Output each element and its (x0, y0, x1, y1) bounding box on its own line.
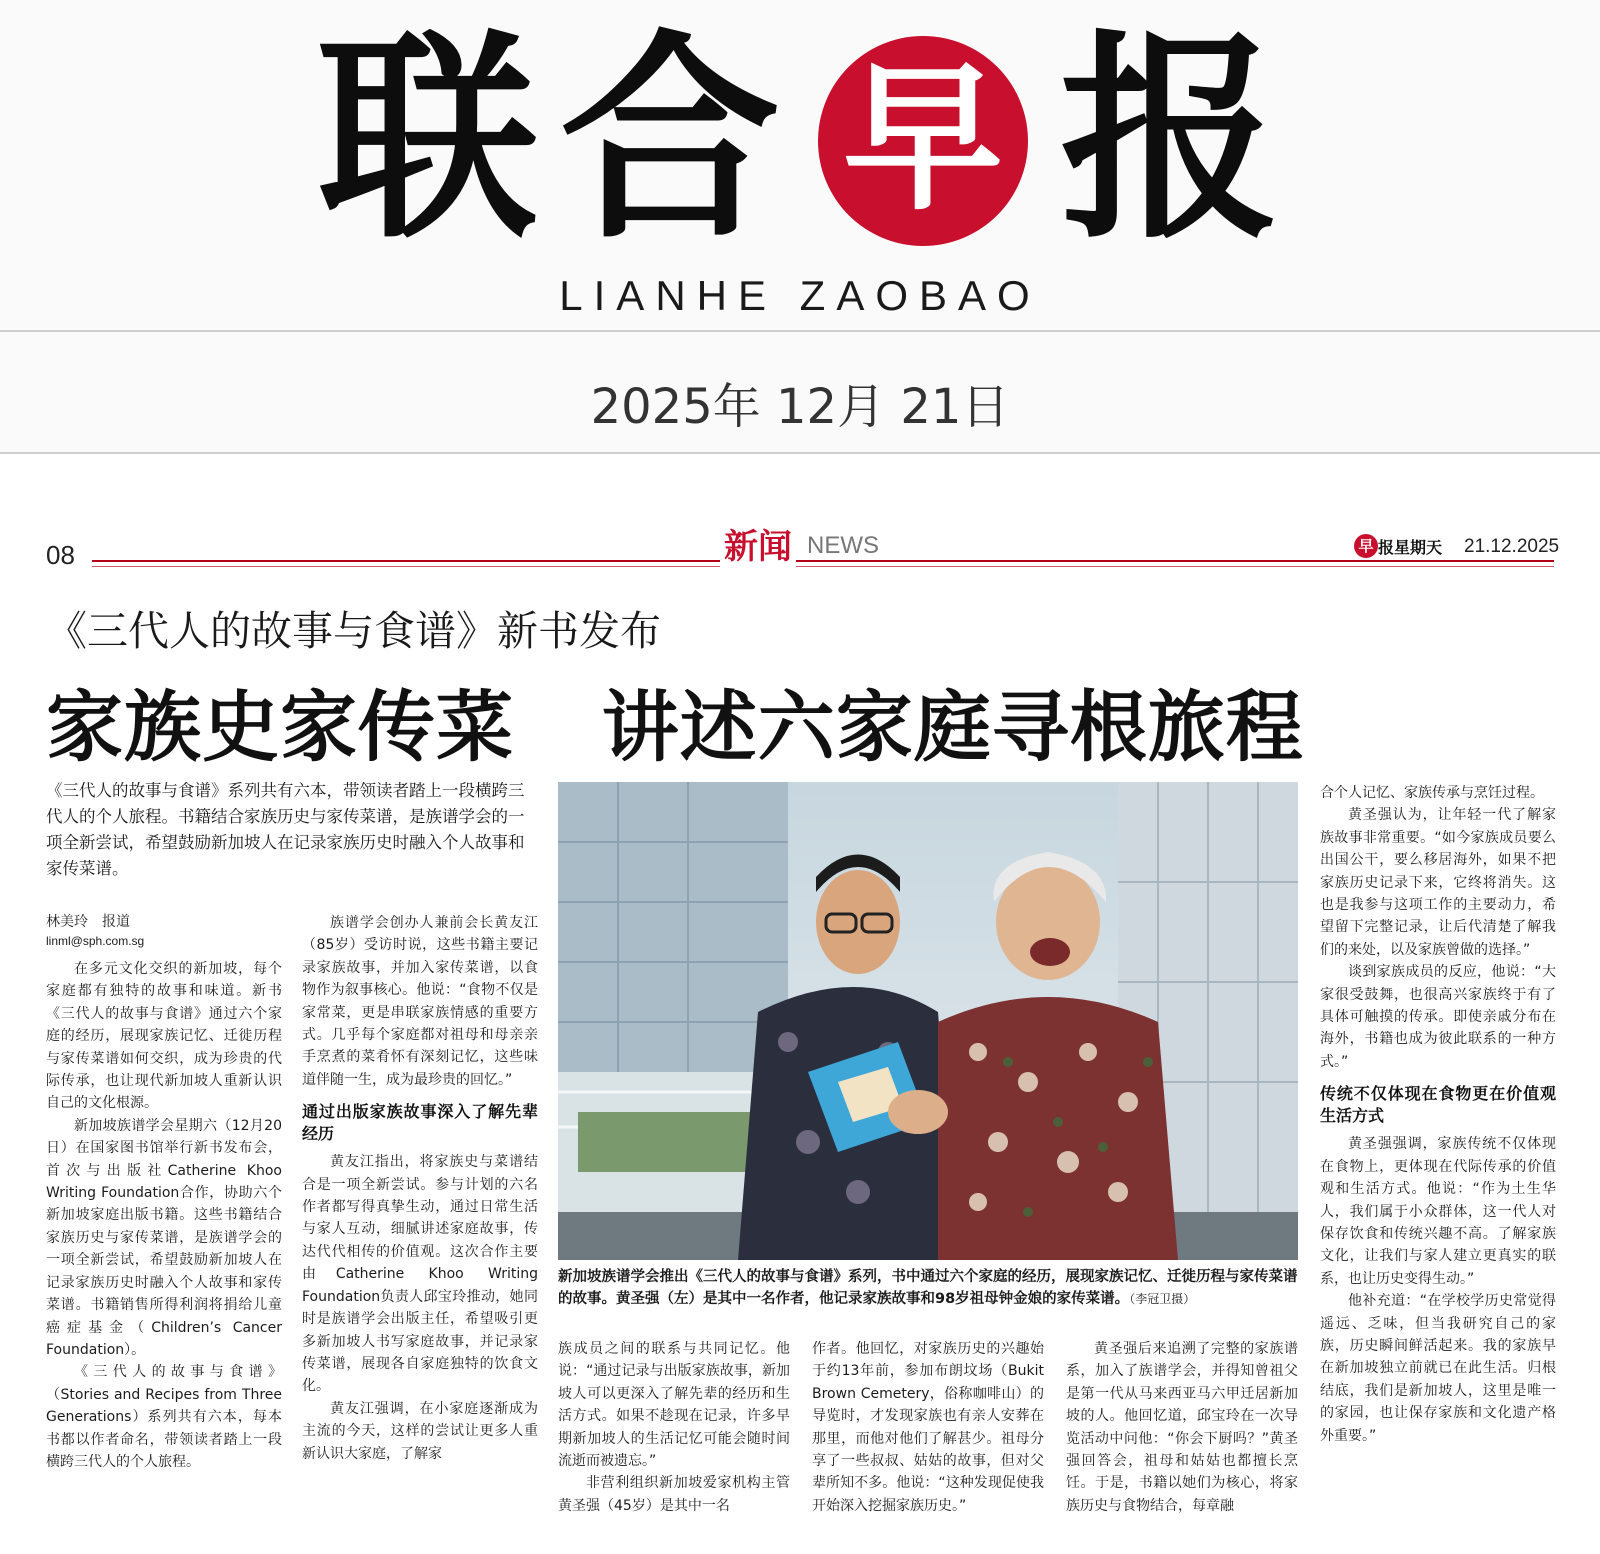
article-lead: 《三代人的故事与食谱》系列共有六本，带领读者踏上一段横跨三代人的个人旅程。书籍结合家族历史与家传菜谱，是族谱学会的一项全新尝试，希望鼓励新加坡人在记录家族历史时融入个人故事和家传菜谱。 (46, 781, 525, 878)
brand-text: 报星期天 (1378, 537, 1443, 557)
text-column-5 (1066, 1338, 1298, 1517)
photo-illustration (558, 782, 1298, 1260)
section-title-english: NEWS (807, 532, 885, 560)
paragraph: 谈到家族成员的反应，他说：“大家很受鼓舞，也很高兴家族终于有了具体可触摸的传承。即使亲戚分布在海外，书籍也成为彼此联系的一种方式。” (1320, 964, 1556, 1070)
paragraph: 族谱学会创办人兼前会长黄友江（85岁）受访时说，这些书籍主要记录家族故事，并加入家传菜谱，以食物作为叙事核心。他说：“食物不仅是家常菜，更是串联家族情感的重要方式。几乎每个家庭都对祖母和母亲亲手烹煮的菜肴怀有深刻记忆，这些味道伴随一生，成为最珍贵的回忆。” (302, 915, 538, 1088)
paragraph: 合个人记忆、家族传承与烹饪过程。 (1320, 785, 1544, 801)
paragraph: 族成员之间的联系与共同记忆。他说：“通过记录与出版家族故事，新加坡人可以更深入了解先辈的经历和生活方式。如果不趁现在记录，许多早期新加坡人的生活记忆可能会随时间流逝而被遗忘。” (558, 1341, 790, 1470)
masthead-char: 合 (560, 9, 781, 268)
brand-mark (1350, 534, 1442, 560)
masthead-char: 联 (318, 9, 539, 268)
paragraph: 《三代人的故事与食谱》（Stories and Recipes from Three Generations）系列共有六本，每本书都以作者命名，带领读者踏上一段横跨三代人的个人旅程。 (46, 1364, 282, 1470)
byline: 林美玲 报道 (46, 914, 130, 930)
subheading: 通过出版家族故事深入了解先辈经历 (302, 1102, 538, 1144)
article-kicker: 《三代人的故事与食谱》新书发布 (46, 607, 661, 655)
divider (0, 452, 1600, 454)
page-number: 08 (46, 540, 75, 570)
masthead-char: 报 (1060, 9, 1281, 268)
text-column-2 (302, 912, 538, 1465)
text-column-4 (812, 1338, 1044, 1517)
paragraph: 黄友江指出，将家族史与菜谱结合是一项全新尝试。参与计划的六名作者都写得真挚生动，通过日常生活与家人互动，细腻讲述家庭故事，传达代代相传的价值观。这次合作主要由Catherine Khoo Writing Foundation负责人邱宝玲推动，她同时是族谱学会出版主任，希望吸引更多新加坡人书写家庭故事，并记录家传菜谱，展现各自家庭独特的饮食文化。 (302, 1154, 538, 1395)
paragraph: 在多元文化交织的新加坡，每个家庭都有独特的故事和味道。新书《三代人的故事与食谱》通过六个家庭的经历，展现家族记忆、迁徙历程与家传菜谱如何交织，成为珍贵的代际传承，也让现代新加坡人重新认识自己的文化根源。 (46, 961, 282, 1112)
header-rule (92, 560, 1554, 562)
header-rule (92, 566, 1554, 567)
brand-seal: 早 (1354, 534, 1378, 558)
paragraph: 黄友江强调，在小家庭逐渐成为主流的今天，这样的尝试让更多人重新认识大家庭，了解家 (302, 1400, 538, 1462)
photo-credit: （李冠卫摄） (1129, 1292, 1196, 1306)
photo-caption (558, 1266, 1298, 1310)
publication-date: 2025年 12月 21日 (590, 379, 1010, 435)
masthead-english: LIANHE ZAOBAO (559, 272, 1041, 319)
paragraph: 非营利组织新加坡爱家机构主管黄圣强（45岁）是其中一名 (558, 1475, 790, 1514)
paragraph: 黄圣强认为，让年轻一代了解家族故事非常重要。“如今家族成员要么出国公干，要么移居海外，如果不把家族历史记录下来，它终将消失。这也是我参与这项工作的主要动力，希望留下完整记录，让后代清楚了解我们的来处，以及家族曾做的选择。” (1320, 807, 1556, 958)
paragraph: 新加坡族谱学会星期六（12月20日）在国家图书馆举行新书发布会，首次与出版社Catherine Khoo Writing Foundation合作，协助六个新加坡家庭出版书籍。这些书籍结合家族历史与家传菜谱，是族谱学会的一项全新尝试，希望鼓励新加坡人在记录家族历史时融入个人故事和家传菜谱。书籍销售所得利润将捐给儿童癌症基金（Children’s Cancer Foundation）。 (46, 1117, 282, 1358)
masthead-red-seal (818, 36, 1028, 246)
subheading: 传统不仅体现在食物更在价值观生活方式 (1320, 1084, 1556, 1126)
text-column-1 (46, 912, 282, 1473)
text-column-3 (558, 1338, 790, 1517)
article-photo (558, 782, 1298, 1260)
paragraph: 黄圣强后来追溯了完整的家族谱系，加入了族谱学会，并得知曾祖父是第一代从马来西亚马六甲迁居新加坡的人。他回忆道，邱宝玲在一次导览活动中问他：“你会下厨吗？”黄圣强回答会，祖母和姑姑也都擅长烹饪。于是，书籍以她们为核心，将家族历史与食物结合，每章融 (1066, 1341, 1298, 1514)
masthead-logo (0, 9, 1600, 268)
article-headline: 家族史家传菜 讲述六家庭寻根旅程 (46, 684, 1304, 773)
paragraph: 他补充道：“在学校学历史常觉得遥远、乏味，但当我研究自己的家族，历史瞬间鲜活起来。我的家族早在新加坡独立前就已在此生活。归根结底，我们是新加坡人，这里是唯一的家园，也让保存家族和文化遗产格外重要。” (1320, 1293, 1556, 1444)
caption-text: 新加坡族谱学会推出《三代人的故事与食谱》系列，书中通过六个家庭的经历，展现家族记忆、迁徙历程与家传菜谱的故事。黄圣强（左）是其中一名作者，他记录家族故事和98岁祖母钟金娘的家传菜谱。 (558, 1269, 1298, 1307)
masthead-seal-char: 早 (842, 44, 1003, 232)
masthead (0, 0, 1600, 330)
text-column-6 (1320, 782, 1556, 1447)
paragraph: 作者。他回忆，对家族历史的兴趣始于约13年前，参加布朗坟场（Bukit Brown Cemetery，俗称咖啡山）的导览时，才发现家族也有亲人安葬在那里，而他对他们了解甚少。祖母分享了一些叔叔、姑姑的故事，但对父辈所知不多。他说：“这种发现促使我开始深入挖掘家族历史。” (812, 1341, 1044, 1514)
paragraph: 黄圣强强调，家族传统不仅体现在食物上，更体现在代际传承的价值观和生活方式。他说：“作为土生华人，我们属于小众群体，这一代人对保存饮食和传统兴趣不高。了解家族文化，让我们与家人建立更真实的联系，也让历史变得生动。” (1320, 1136, 1556, 1287)
section-title: 新闻 (720, 519, 796, 568)
issue-date: 21.12.2025 (1464, 536, 1560, 557)
author-email: linml@sph.com.sg (46, 934, 145, 948)
